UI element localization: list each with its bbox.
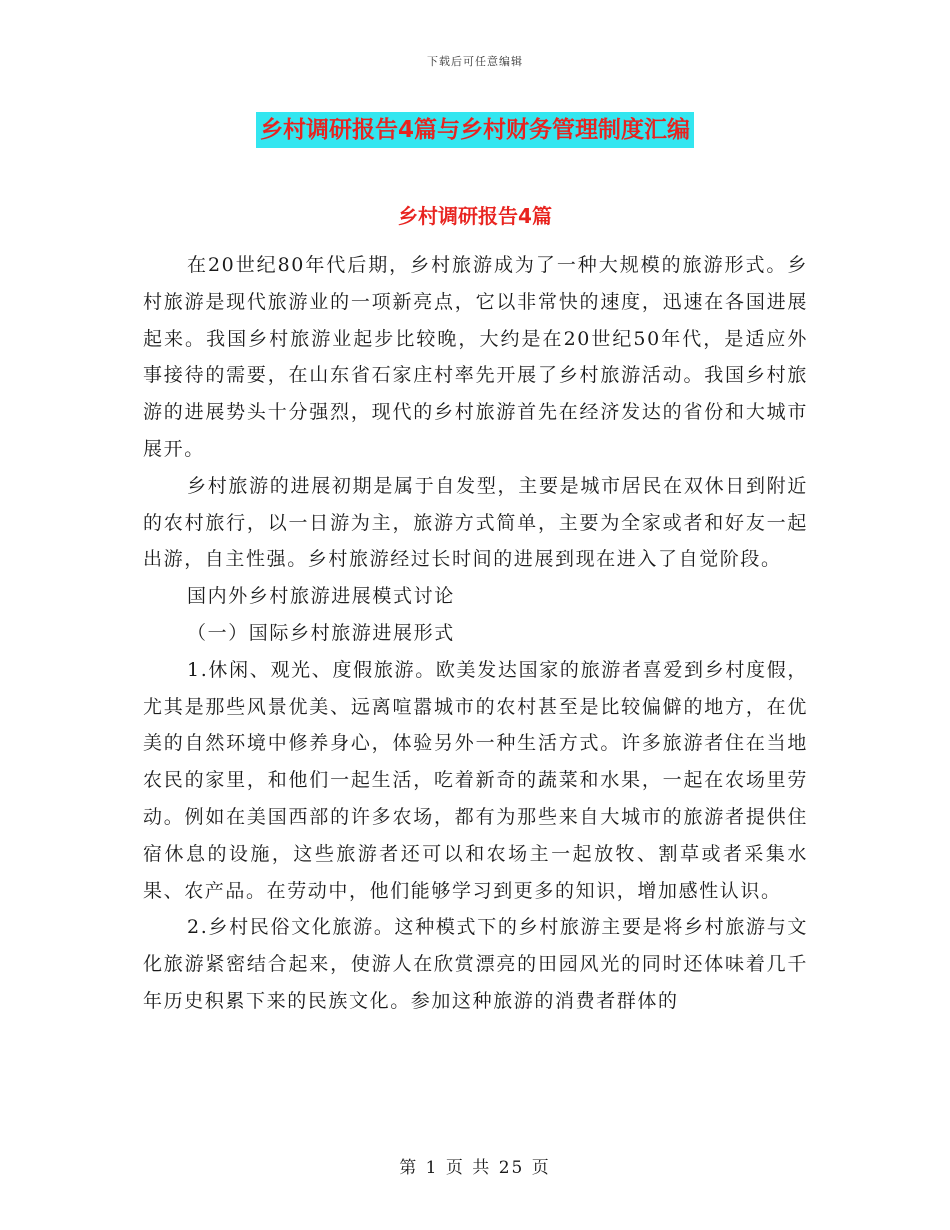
page-header-note: 下载后可任意编辑 bbox=[427, 55, 523, 68]
section-title: 乡村调研报告4篇 bbox=[398, 204, 552, 228]
document-body bbox=[143, 247, 808, 1020]
paragraph-intro: 在20世纪80年代后期，乡村旅游成为了一种大规模的旅游形式。乡村旅游是现代旅游业的一项新亮点，它以非常快的速度，迅速在各国进展起来。我国乡村旅游业起步比较晚，大约是在20世纪50年代，是适应外事接待的需要，在山东省石家庄村率先开展了乡村旅游活动。我国乡村旅游的进展势头十分强烈，现代的乡村旅游首先在经济发达的省份和大城市展开。 bbox=[143, 254, 808, 460]
document-title: 乡村调研报告4篇与乡村财务管理制度汇编 bbox=[256, 112, 694, 148]
paragraph-leisure: 1.休闲、观光、度假旅游。欧美发达国家的旅游者喜爱到乡村度假，尤其是那些风景优美、远离喧嚣城市的农村甚至是比较偏僻的地方，在优美的自然环境中修养身心，体验另外一种生活方式。许多旅游者住在当地农民的家里，和他们一起生活，吃着新奇的蔬菜和水果，一起在农场里劳动。例如在美国西部的许多农场，都有为那些来自大城市的旅游者提供住宿休息的设施，这些旅游者还可以和农场主一起放牧、割草或者采集水果、农产品。在劳动中，他们能够学习到更多的知识，增加感性认识。 bbox=[143, 658, 808, 902]
heading-international: （一）国际乡村旅游进展形式 bbox=[187, 621, 455, 644]
paragraph-development: 乡村旅游的进展初期是属于自发型，主要是城市居民在双休日到附近的农村旅行，以一日游为主，旅游方式简单，主要为全家或者和好友一起出游，自主性强。乡村旅游经过长时间的进展到现在进入了自觉阶段。 bbox=[143, 474, 808, 571]
paragraph-folk-culture: 2.乡村民俗文化旅游。这种模式下的乡村旅游主要是将乡村旅游与文化旅游紧密结合起来，使游人在欣赏漂亮的田园风光的同时还体味着几千年历史积累下来的民族文化。参加这种旅游的消费者群体的 bbox=[143, 916, 808, 1012]
document-title-container bbox=[0, 112, 950, 148]
page-number-footer: 第 1 页 共 25 页 bbox=[399, 1158, 551, 1178]
heading-models: 国内外乡村旅游进展模式讨论 bbox=[187, 585, 455, 608]
